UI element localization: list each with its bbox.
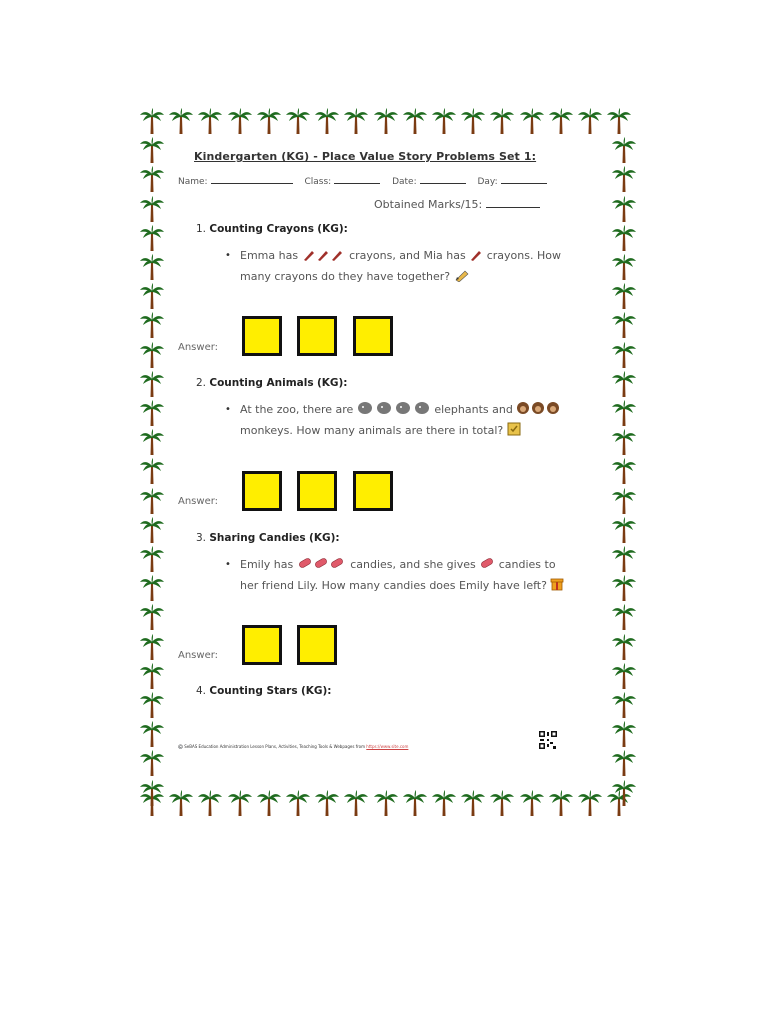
palm-tree-icon: [140, 575, 164, 601]
palm-tree-icon: [612, 400, 636, 426]
question-1-text: Emma has crayons, and Mia has crayons. How many crayons do they have together?: [240, 246, 570, 288]
palm-tree-icon: [140, 692, 164, 718]
palm-tree-icon: [140, 225, 164, 251]
palm-tree-icon: [612, 254, 636, 280]
palm-tree-icon: [432, 790, 456, 816]
palm-tree-icon: [286, 108, 310, 134]
student-info-row: [178, 175, 550, 187]
palm-tree-icon: [612, 546, 636, 572]
palm-tree-icon: [198, 790, 222, 816]
pencil-icon: [454, 268, 470, 288]
palm-tree-icon: [461, 790, 485, 816]
palm-tree-icon: [140, 312, 164, 338]
gift-icon: [550, 577, 564, 597]
palm-tree-icon: [140, 283, 164, 309]
name-blank[interactable]: [211, 175, 293, 184]
palm-tree-icon: [344, 108, 368, 134]
palm-tree-icon: [612, 342, 636, 368]
palm-tree-icon: [612, 429, 636, 455]
class-blank[interactable]: [334, 175, 380, 184]
candy-icon: [479, 556, 495, 576]
question-2-heading: 2. Counting Animals (KG):: [196, 377, 348, 389]
palm-tree-icon: [374, 108, 398, 134]
bullet: •: [225, 559, 231, 570]
answer-label: Answer:: [178, 650, 219, 661]
answer-box[interactable]: [297, 471, 337, 511]
palm-tree-icon: [612, 312, 636, 338]
palm-tree-icon: [612, 575, 636, 601]
palm-tree-icon: [140, 458, 164, 484]
palm-tree-icon: [578, 108, 602, 134]
palm-tree-icon: [286, 790, 310, 816]
palm-tree-icon: [140, 634, 164, 660]
crayon-icon: [302, 248, 346, 267]
palm-tree-icon: [403, 790, 427, 816]
answer-box[interactable]: [242, 625, 282, 665]
palm-tree-icon: [612, 721, 636, 747]
question-3-heading: 3. Sharing Candies (KG):: [196, 532, 340, 544]
palm-tree-icon: [140, 196, 164, 222]
palm-tree-icon: [549, 790, 573, 816]
day-blank[interactable]: [501, 175, 547, 184]
palm-tree-icon: [490, 790, 514, 816]
class-label: Class:: [304, 177, 332, 187]
footer-link[interactable]: https://www.site.com: [366, 744, 409, 749]
palm-tree-icon: [461, 108, 485, 134]
name-label: Name:: [178, 177, 208, 187]
palm-tree-icon: [169, 108, 193, 134]
palm-tree-icon: [228, 108, 252, 134]
candy-icon: [297, 556, 347, 576]
palm-tree-icon: [140, 780, 164, 806]
question-1-heading: 1. Counting Crayons (KG):: [196, 223, 348, 235]
palm-tree-icon: [140, 604, 164, 630]
palm-tree-icon: [612, 780, 636, 806]
question-2-text: At the zoo, there are elephants and monkeys. How many animals are there in total?: [240, 400, 570, 442]
palm-tree-icon: [228, 790, 252, 816]
palm-tree-icon: [257, 108, 281, 134]
palm-tree-icon: [578, 790, 602, 816]
crayon-icon: [469, 248, 483, 267]
answer-box[interactable]: [242, 471, 282, 511]
palm-tree-icon: [612, 196, 636, 222]
palm-tree-icon: [612, 604, 636, 630]
footer-credit: ©️ SeBAS Education Administration Lesson Plans, Activities, Teaching Tools & Webpages from https://www.site.com: [178, 744, 409, 749]
palm-tree-icon: [612, 692, 636, 718]
marks-blank[interactable]: [486, 199, 540, 208]
palm-tree-icon: [169, 790, 193, 816]
palm-tree-icon: [140, 400, 164, 426]
palm-tree-icon: [140, 488, 164, 514]
palm-tree-icon: [612, 663, 636, 689]
palm-tree-icon: [432, 108, 456, 134]
answer-box[interactable]: [297, 316, 337, 356]
palm-tree-icon: [315, 790, 339, 816]
palm-tree-icon: [520, 790, 544, 816]
answer-box[interactable]: [353, 316, 393, 356]
palm-tree-icon: [612, 517, 636, 543]
qr-code-icon: [538, 730, 558, 750]
palm-tree-icon: [612, 283, 636, 309]
palm-tree-icon: [140, 108, 164, 134]
answer-box[interactable]: [242, 316, 282, 356]
palm-tree-icon: [140, 750, 164, 776]
palm-tree-icon: [374, 790, 398, 816]
palm-tree-icon: [612, 488, 636, 514]
palm-tree-icon: [607, 108, 631, 134]
palm-tree-icon: [612, 137, 636, 163]
date-blank[interactable]: [420, 175, 466, 184]
palm-tree-icon: [140, 371, 164, 397]
answer-label: Answer:: [178, 496, 219, 507]
palm-tree-icon: [140, 546, 164, 572]
obtained-marks: [374, 198, 540, 211]
palm-tree-icon: [140, 517, 164, 543]
palm-tree-icon: [344, 790, 368, 816]
palm-tree-icon: [140, 166, 164, 192]
question-4-heading: 4. Counting Stars (KG):: [196, 685, 332, 697]
bullet: •: [225, 404, 231, 415]
palm-tree-icon: [140, 254, 164, 280]
palm-tree-icon: [315, 108, 339, 134]
palm-tree-icon: [612, 750, 636, 776]
palm-tree-icon: [257, 790, 281, 816]
palm-tree-icon: [140, 137, 164, 163]
elephant-icon: [357, 401, 431, 421]
palm-tree-icon: [549, 108, 573, 134]
palm-tree-icon: [490, 108, 514, 134]
palm-tree-icon: [520, 108, 544, 134]
marks-label: Obtained Marks/15:: [374, 198, 483, 211]
answer-label: Answer:: [178, 342, 219, 353]
day-label: Day:: [477, 177, 498, 187]
calculator-icon: [507, 422, 521, 442]
palm-tree-icon: [140, 429, 164, 455]
palm-tree-icon: [612, 634, 636, 660]
answer-box[interactable]: [297, 625, 337, 665]
worksheet-title: Kindergarten (KG) - Place Value Story Problems Set 1:: [194, 150, 537, 163]
palm-tree-icon: [612, 458, 636, 484]
palm-tree-icon: [612, 166, 636, 192]
worksheet-page: [140, 108, 636, 804]
palm-tree-icon: [612, 371, 636, 397]
palm-tree-icon: [612, 225, 636, 251]
bullet: •: [225, 250, 231, 261]
palm-tree-icon: [198, 108, 222, 134]
palm-tree-icon: [140, 663, 164, 689]
date-label: Date:: [392, 177, 417, 187]
question-3-text: Emily has candies, and she gives candies to her friend Lily. How many candies does Emily have left?: [240, 555, 570, 597]
answer-box[interactable]: [353, 471, 393, 511]
palm-tree-icon: [140, 342, 164, 368]
palm-tree-icon: [140, 721, 164, 747]
monkey-icon: [516, 401, 560, 421]
palm-tree-icon: [403, 108, 427, 134]
